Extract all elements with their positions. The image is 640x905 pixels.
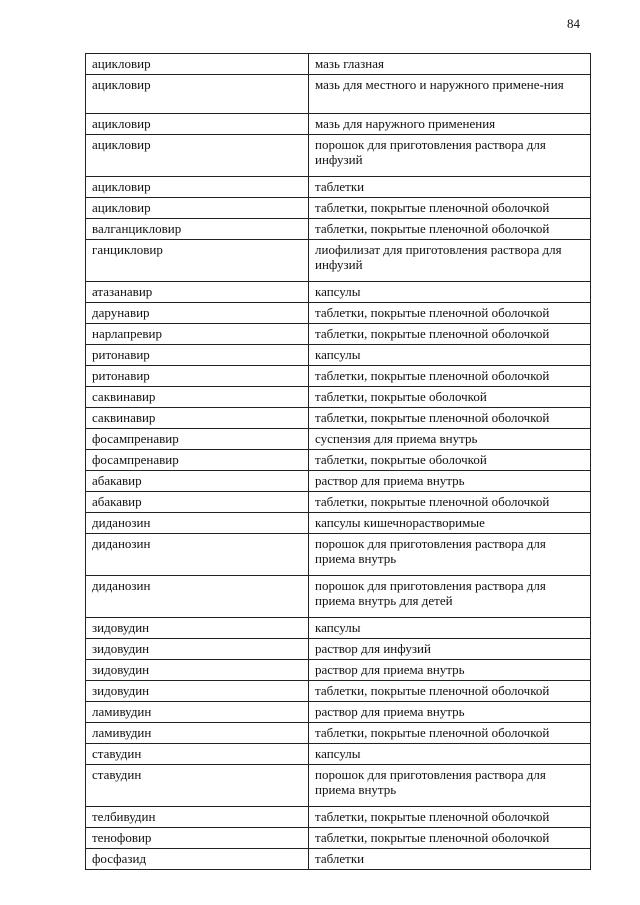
dosage-form-cell: капсулы	[309, 618, 591, 639]
table-row	[86, 828, 591, 849]
dosage-form-cell: таблетки, покрытые пленочной оболочкой	[309, 198, 591, 219]
table-row	[86, 366, 591, 387]
drug-name-cell: абакавир	[86, 471, 309, 492]
table-row	[86, 849, 591, 870]
drug-name-cell: диданозин	[86, 576, 309, 618]
table-row	[86, 702, 591, 723]
table-row	[86, 387, 591, 408]
drug-name-cell: атазанавир	[86, 282, 309, 303]
dosage-form-cell: капсулы	[309, 744, 591, 765]
table-row	[86, 219, 591, 240]
drug-table	[85, 53, 591, 870]
dosage-form-cell: таблетки, покрытые оболочкой	[309, 450, 591, 471]
table-row	[86, 765, 591, 807]
dosage-form-cell: таблетки, покрытые пленочной оболочкой	[309, 303, 591, 324]
dosage-form-cell: таблетки, покрытые пленочной оболочкой	[309, 723, 591, 744]
drug-name-cell: зидовудин	[86, 618, 309, 639]
drug-name-cell: телбивудин	[86, 807, 309, 828]
drug-name-cell: фосампренавир	[86, 429, 309, 450]
dosage-form-cell: раствор для приема внутрь	[309, 471, 591, 492]
dosage-form-cell: раствор для инфузий	[309, 639, 591, 660]
table-row	[86, 492, 591, 513]
table-row	[86, 75, 591, 114]
drug-name-cell: ламивудин	[86, 702, 309, 723]
table-row	[86, 639, 591, 660]
drug-name-cell: дарунавир	[86, 303, 309, 324]
table-row	[86, 681, 591, 702]
dosage-form-cell: таблетки, покрытые пленочной оболочкой	[309, 681, 591, 702]
drug-name-cell: ацикловир	[86, 198, 309, 219]
table-row	[86, 513, 591, 534]
table-row	[86, 198, 591, 219]
dosage-form-cell: таблетки, покрытые пленочной оболочкой	[309, 324, 591, 345]
dosage-form-cell: суспензия для приема внутрь	[309, 429, 591, 450]
dosage-form-cell: таблетки, покрытые оболочкой	[309, 387, 591, 408]
drug-name-cell: зидовудин	[86, 639, 309, 660]
table-row	[86, 429, 591, 450]
table-row	[86, 114, 591, 135]
dosage-form-cell: порошок для приготовления раствора для инфузий	[309, 135, 591, 177]
drug-name-cell: зидовудин	[86, 681, 309, 702]
dosage-form-cell: таблетки, покрытые пленочной оболочкой	[309, 408, 591, 429]
dosage-form-cell: порошок для приготовления раствора для приема внутрь	[309, 534, 591, 576]
dosage-form-cell: порошок для приготовления раствора для приема внутрь для детей	[309, 576, 591, 618]
drug-name-cell: диданозин	[86, 513, 309, 534]
drug-name-cell: саквинавир	[86, 387, 309, 408]
drug-name-cell: валганцикловир	[86, 219, 309, 240]
dosage-form-cell: лиофилизат для приготовления раствора для инфузий	[309, 240, 591, 282]
table-row	[86, 54, 591, 75]
dosage-form-cell: таблетки, покрытые пленочной оболочкой	[309, 492, 591, 513]
table-body	[86, 54, 591, 870]
drug-name-cell: ацикловир	[86, 135, 309, 177]
drug-name-cell: нарлапревир	[86, 324, 309, 345]
dosage-form-cell: мазь для наружного применения	[309, 114, 591, 135]
dosage-form-cell: мазь глазная	[309, 54, 591, 75]
table-row	[86, 345, 591, 366]
dosage-form-cell: капсулы	[309, 282, 591, 303]
dosage-form-cell: таблетки, покрытые пленочной оболочкой	[309, 219, 591, 240]
table-row	[86, 240, 591, 282]
drug-name-cell: ритонавир	[86, 345, 309, 366]
drug-name-cell: абакавир	[86, 492, 309, 513]
drug-name-cell: ацикловир	[86, 114, 309, 135]
drug-name-cell: саквинавир	[86, 408, 309, 429]
table-row	[86, 303, 591, 324]
drug-name-cell: ламивудин	[86, 723, 309, 744]
dosage-form-cell: таблетки	[309, 177, 591, 198]
dosage-form-cell: мазь для местного и наружного примене-ния	[309, 75, 591, 114]
drug-name-cell: диданозин	[86, 534, 309, 576]
table-row	[86, 408, 591, 429]
table-row	[86, 282, 591, 303]
dosage-form-cell: капсулы кишечнорастворимые	[309, 513, 591, 534]
drug-name-cell: ставудин	[86, 765, 309, 807]
dosage-form-cell: порошок для приготовления раствора для приема внутрь	[309, 765, 591, 807]
table-row	[86, 177, 591, 198]
page-number: 84	[567, 16, 580, 31]
drug-name-cell: зидовудин	[86, 660, 309, 681]
dosage-form-cell: раствор для приема внутрь	[309, 702, 591, 723]
table-row	[86, 471, 591, 492]
drug-name-cell: фосфазид	[86, 849, 309, 870]
dosage-form-cell: таблетки	[309, 849, 591, 870]
drug-name-cell: тенофовир	[86, 828, 309, 849]
table-row	[86, 576, 591, 618]
table-row	[86, 135, 591, 177]
drug-name-cell: ставудин	[86, 744, 309, 765]
drug-name-cell: фосампренавир	[86, 450, 309, 471]
dosage-form-cell: раствор для приема внутрь	[309, 660, 591, 681]
table-row	[86, 807, 591, 828]
table-row	[86, 744, 591, 765]
drug-name-cell: ацикловир	[86, 177, 309, 198]
table-row	[86, 534, 591, 576]
drug-name-cell: ритонавир	[86, 366, 309, 387]
dosage-form-cell: капсулы	[309, 345, 591, 366]
drug-name-cell: ацикловир	[86, 75, 309, 114]
table-row	[86, 450, 591, 471]
table-row	[86, 618, 591, 639]
table-row	[86, 660, 591, 681]
dosage-form-cell: таблетки, покрытые пленочной оболочкой	[309, 807, 591, 828]
drug-name-cell: ганцикловир	[86, 240, 309, 282]
table-row	[86, 723, 591, 744]
drug-name-cell: ацикловир	[86, 54, 309, 75]
dosage-form-cell: таблетки, покрытые пленочной оболочкой	[309, 366, 591, 387]
dosage-form-cell: таблетки, покрытые пленочной оболочкой	[309, 828, 591, 849]
table-row	[86, 324, 591, 345]
